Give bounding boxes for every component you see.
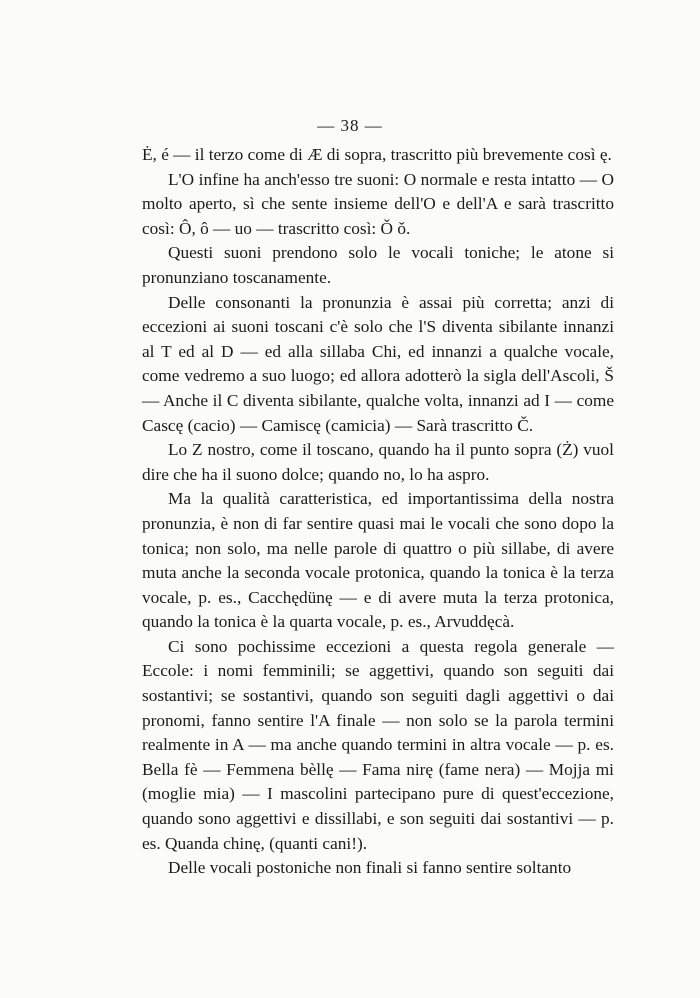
paragraph: Questi suoni prendono solo le vocali toniche; le atone si pronunziano toscanamente. (142, 243, 614, 287)
paragraph: Ė, é — il terzo come di Æ di sopra, trascritto più brevemente così ę. (142, 145, 612, 164)
paragraph: Ci sono pochissime eccezioni a questa regola generale — Eccole: i nomi femminili; se aggettivi, quando son seguiti dai sostantivi; se sostantivi, quando son seguiti dagli aggettivi o dai pronomi, fanno sentire l'A finale — non solo se la parola termini realmente in A — ma anche quando termini in altra vocale — p. es. Bella fè — Femmena bèllę — Fama nirę (fame nera) — Mojja mi (moglie mia) — I mascolini partecipano pure di quest'eccezione, quando sono aggettivi e dissillabi, e son seguiti dai sostantivi — p. es. Quanda chinę, (quanti cani!). (142, 636, 614, 853)
paragraph: L'O infine ha anch'esso tre suoni: O normale e resta intatto — O molto aperto, sì che sente insieme dell'O e dell'A e sarà trascritto così: Ô, ô — uo — trascritto così: Ǒ ǒ. (142, 169, 614, 238)
paragraph: Delle vocali postoniche non finali si fanno sentire soltanto (168, 858, 572, 878)
body-text (142, 143, 614, 881)
paragraph: Delle consonanti la pronunzia è assai più corretta; anzi di eccezioni ai suoni toscani c'è solo che l'S diventa sibilante innanzi al T ed al D — ed alla sillaba Chi, ed innanzi a qualche vocale, come vedremo a suo luogo; ed allora adotterò la sigla dell'Ascoli, Š — Anche il C diventa sibilante, qualche volta, innanzi ad I — come Cascę (cacio) — Camiscę (camicia) — Sarà trascritto Č. (142, 292, 614, 435)
paragraph: Lo Z nostro, come il toscano, quando ha il punto sopra (Ż) vuol dire che ha il suono dolce; quando no, lo ha aspro. (142, 440, 614, 484)
page-number: — 38 — (317, 116, 383, 135)
paragraph: Ma la qualità caratteristica, ed importantissima della nostra pronunzia, è non di far sentire quasi mai le vocali che sono dopo la tonica; non solo, ma nelle parole di quattro o più sillabe, di avere muta anche la seconda vocale protonica, quando la tonica è la terza vocale, p. es., Cacchędünę — e di avere muta la terza protonica, quando la tonica è la quarta vocale, p. es., Arvuddęcà. (142, 489, 614, 632)
